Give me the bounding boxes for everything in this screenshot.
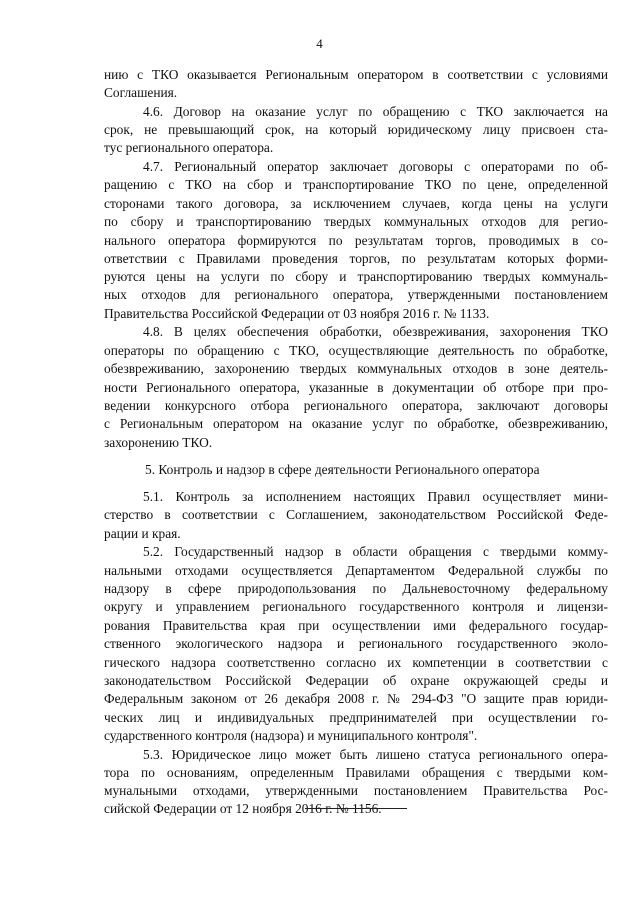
paragraph-5-2-start: 5.2. Государственный надзор в области обращения с твердыми комму- <box>143 544 608 559</box>
text-line: гического надзора соответственно согласно их компетенции в соответствии с <box>104 655 608 670</box>
text-line: нию с ТКО оказывается Региональным оператором в соответствии с условиями <box>104 67 608 82</box>
text-line: руются цены на услуги по сбору и транспортированию твердых коммуналь- <box>104 269 608 284</box>
text-line: рации и края. <box>104 526 181 541</box>
text-line: обезвреживанию, захоронению твердых коммунальных отходов в зоне деятель- <box>104 361 608 376</box>
paragraph-5-3-start: 5.3. Юридическое лицо может быть лишено статуса регионального опера- <box>143 747 608 762</box>
paragraph-4-8-start: 4.8. В целях обеспечения обработки, обезвреживания, захоронения ТКО <box>143 324 608 339</box>
text-line: операторы по обращению с ТКО, осуществляющие деятельность по обработке, <box>104 343 608 358</box>
text-line: нальными отходами осуществляется Департаментом Федеральной службы по <box>104 563 608 578</box>
text-line: по сбору и транспортированию твердых коммунальных отходов для регио- <box>104 214 608 229</box>
text-line: срок, не превышающий срок, на который юридическому лицу присвоен ста- <box>104 122 608 137</box>
end-divider <box>305 808 407 809</box>
paragraph-5-1-start: 5.1. Контроль за исполнением настоящих Правил осуществляет мини- <box>143 489 608 504</box>
text-line: ведении конкурсного отбора регионального оператора, заключают договоры <box>104 398 608 413</box>
text-line: рования Правительства края при осуществлении ими федерального государ- <box>104 618 608 633</box>
text-line: с Региональным оператором на оказание услуг по обработке, обезвреживанию, <box>104 416 608 431</box>
paragraph-4-7-start: 4.7. Региональный оператор заключает договоры с операторами по об- <box>143 159 608 174</box>
paragraph-4-6-start: 4.6. Договор на оказание услуг по обращению с ТКО заключается на <box>143 104 608 119</box>
text-line: Федеральным законом от 26 декабря 2008 г. № 294-ФЗ "О защите прав юриди- <box>104 691 608 706</box>
text-line: сторонами такого договора, за исключением случаев, когда цены на услуги <box>104 196 608 211</box>
text-line: надзору в сфере природопользования по Дальневосточному федеральному <box>104 581 608 596</box>
text-line: сийской Федерации от 12 ноября 2016 г. № 1156. <box>104 801 382 816</box>
text-line: ращению с ТКО на сбор и транспортирование ТКО по цене, определенной <box>104 177 608 192</box>
text-line: ответствии с Правилами проведения торгов, по результатам которых форми- <box>104 251 608 266</box>
text-line: нального оператора формируются по результатам торгов, проводимых в со- <box>104 233 608 248</box>
section-5-heading: 5. Контроль и надзор в сфере деятельности Регионального оператора <box>145 462 540 477</box>
text-line: ных отходов для регионального оператора, утвержденными постановлением <box>104 287 608 302</box>
text-line: ственного экологического надзора и регионального государственного эколо- <box>104 636 608 651</box>
text-line: тора по основаниям, определенным Правилами обращения с твердыми ком- <box>104 765 608 780</box>
text-line: стерство в соответствии с Соглашением, законодательством Российской Феде- <box>104 507 608 522</box>
text-line: сударственного контроля (надзора) и муниципального контроля". <box>104 728 478 743</box>
text-line: ности Регионального оператора, указанные в документации об отборе при про- <box>104 380 608 395</box>
text-line: тус регионального оператора. <box>104 140 274 155</box>
text-line: мунальными отходами, утвержденными постановлением Правительства Рос- <box>104 783 608 798</box>
text-line: Соглашения. <box>104 85 178 100</box>
text-line: законодательством Российской Федерации об охране окружающей среды и <box>104 673 608 688</box>
text-line: ческих лиц и индивидуальных предпринимателей при осуществлении го- <box>104 710 608 725</box>
text-line: захоронению ТКО. <box>104 435 213 450</box>
page-number: 4 <box>316 36 323 51</box>
text-line: Правительства Российской Федерации от 03 ноября 2016 г. № 1133. <box>104 306 490 321</box>
text-line: округу и управлением регионального государственного контроля и лицензи- <box>104 599 608 614</box>
